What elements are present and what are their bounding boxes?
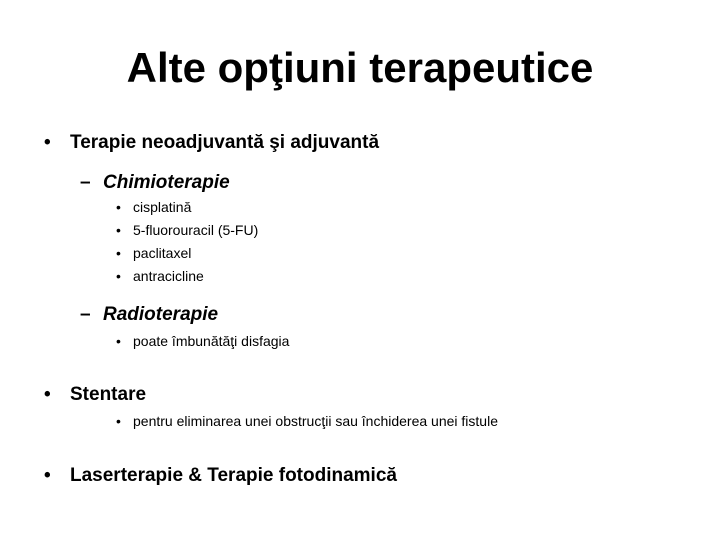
list-item-radioterapie: [0, 303, 720, 327]
bullet-icon: •: [44, 384, 51, 405]
bullet-icon: •: [116, 245, 121, 261]
list-item-5fu: [0, 221, 720, 245]
bullet-icon: •: [116, 413, 121, 429]
bullet-icon: •: [116, 222, 121, 238]
list-item-label: Laserterapie & Terapie fotodinamică: [70, 465, 397, 486]
slide-title: Alte opţiuni terapeutice: [126, 44, 594, 91]
list-item-label: cisplatină: [133, 199, 192, 215]
list-item-stentare: [0, 383, 720, 407]
list-item-label: Chimioterapie: [103, 172, 230, 193]
list-item-label: pentru eliminarea unei obstrucţii sau închiderea unei fistule: [133, 413, 498, 429]
list-item-label: poate îmbunătăţi disfagia: [133, 333, 290, 349]
list-item-label: antracicline: [133, 268, 204, 284]
dash-bullet-icon: –: [80, 172, 91, 193]
list-item-chimioterapie: [0, 171, 720, 195]
bullet-icon: •: [44, 465, 51, 486]
list-item-paclitaxel: [0, 244, 720, 268]
list-item-laserterapie: [0, 464, 720, 488]
bullet-icon: •: [44, 132, 51, 153]
list-item-label: paclitaxel: [133, 245, 192, 261]
list-item-disfagia: [0, 332, 720, 356]
bullet-icon: •: [116, 268, 121, 284]
dash-bullet-icon: –: [80, 304, 91, 325]
list-item-cisplatina: [0, 198, 720, 222]
list-item-label: Stentare: [70, 384, 147, 405]
list-item-neoadjuvant: [0, 131, 720, 155]
bullet-icon: •: [116, 333, 121, 349]
list-item-label: 5-fluorouracil (5-FU): [133, 222, 259, 238]
list-item-label: Radioterapie: [103, 304, 219, 325]
list-item-obstructii: [0, 412, 720, 436]
list-item-label: Terapie neoadjuvantă şi adjuvantă: [70, 132, 380, 153]
bullet-icon: •: [116, 199, 121, 215]
list-item-antracicline: [0, 267, 720, 291]
